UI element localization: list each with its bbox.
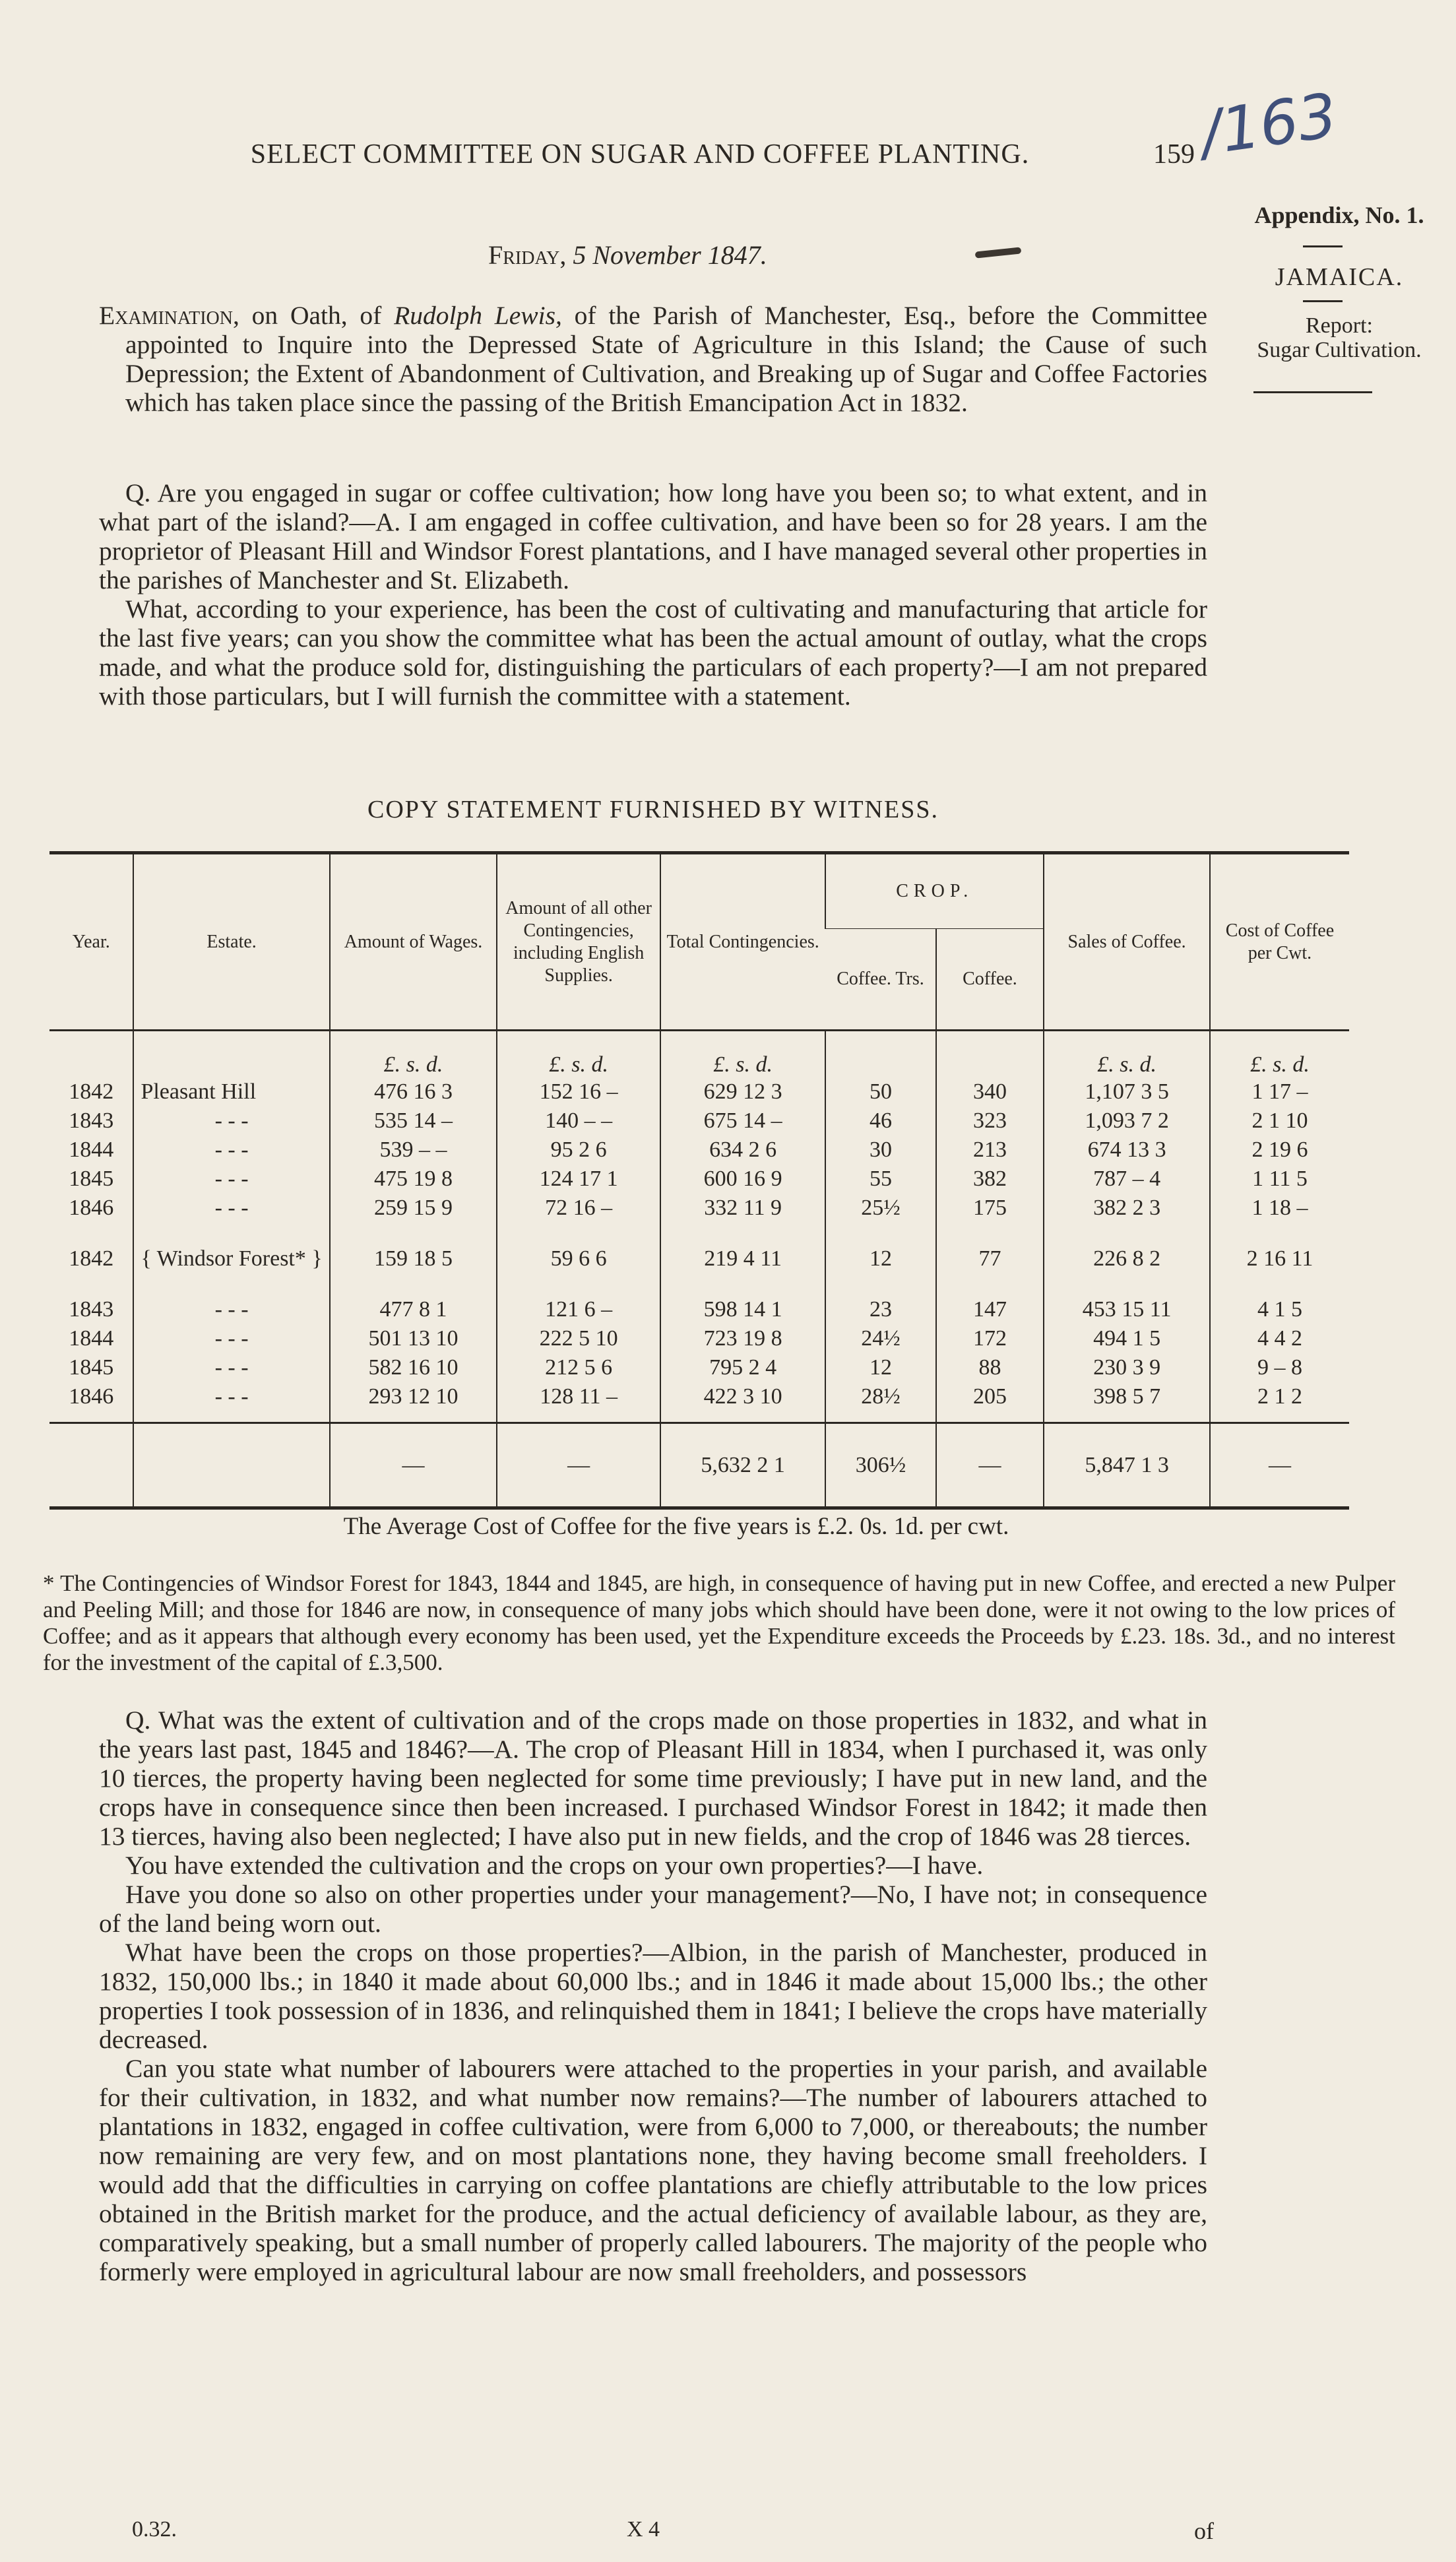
cell-total: 598 14 1: [660, 1295, 825, 1324]
unit-cost: £. s. d.: [1210, 1031, 1349, 1078]
total-sales: 5,847 1 3: [1044, 1423, 1210, 1508]
margin-report: Report:: [1306, 313, 1373, 338]
cell-coffee: 172: [936, 1324, 1044, 1353]
cell-trs: 12: [825, 1223, 935, 1295]
cell-wages: 582 16 10: [330, 1353, 497, 1382]
cell-sales: 494 1 5: [1044, 1324, 1210, 1353]
spacer-row: [49, 1411, 1349, 1423]
qa-paragraph: Q. What was the extent of cultivation and of the crops made on those properties in 1832, and what in the years last past, 1845 and 1846?—A. The crop of Pleasant Hill in 1834, when I purchased it, was only 10 tierces, the property having been neglected for some time previously; I have put in new land, and the crops have in consequence since then been increased. I purchased Windsor Forest in 1842; it made then 13 tierces, having also been neglected; I have also put in new fields, and the crop of 1846 was 28 tierces.: [99, 1706, 1207, 1851]
cell-other: 128 11 –: [497, 1382, 660, 1411]
cell-year: 1844: [69, 1137, 114, 1162]
unit-total: £. s. d.: [660, 1031, 825, 1078]
table-row: [49, 1295, 1349, 1324]
cell-cost: 4 1 5: [1210, 1295, 1349, 1324]
total-contingencies: 5,632 2 1: [660, 1423, 825, 1508]
qa-paragraph: You have extended the cultivation and the crops on your own properties?—I have.: [125, 1851, 984, 1880]
date-line: [488, 240, 767, 271]
cell-wages: 501 13 10: [330, 1324, 497, 1353]
table-row: [49, 1324, 1349, 1353]
cell-total: 219 4 11: [660, 1223, 825, 1295]
cell-other: 152 16 –: [497, 1077, 660, 1106]
total-cost: —: [1210, 1423, 1349, 1508]
cell-estate: - - -: [133, 1382, 329, 1411]
cell-year: 1845: [69, 1167, 114, 1191]
cell-estate: - - -: [133, 1353, 329, 1382]
copy-statement-heading: COPY STATEMENT FURNISHED BY WITNESS.: [367, 796, 939, 823]
table-row: [49, 1106, 1349, 1136]
unit-sales: £. s. d.: [1044, 1031, 1210, 1078]
cell-trs: 46: [825, 1106, 935, 1136]
cell-trs: 23: [825, 1295, 935, 1324]
cell-year: 1842: [69, 1246, 114, 1271]
qa-paragraph: Have you done so also on other properties under your management?—No, I have not; in consequence of the land being worn out.: [99, 1880, 1207, 1938]
cell-estate: - - -: [133, 1194, 329, 1223]
examination-paragraph: [99, 301, 1207, 417]
handwritten-folio-number: /163: [1196, 80, 1342, 169]
cell-cost: 4 4 2: [1210, 1324, 1349, 1353]
cell-other: 124 17 1: [497, 1165, 660, 1194]
cell-sales: 674 13 3: [1044, 1136, 1210, 1165]
cell-year: 1843: [69, 1297, 114, 1322]
cell-total: 332 11 9: [660, 1194, 825, 1223]
cell-estate: - - -: [133, 1295, 329, 1324]
table-row: [49, 1353, 1349, 1382]
cell-year: 1843: [69, 1108, 114, 1133]
cell-coffee: 205: [936, 1382, 1044, 1411]
cell-trs: 55: [825, 1165, 935, 1194]
margin-rule-short: [1303, 300, 1343, 302]
cell-other: 59 6 6: [497, 1223, 660, 1295]
cell-cost: 2 19 6: [1210, 1136, 1349, 1165]
cell-coffee: 88: [936, 1353, 1044, 1382]
question-answer-block-1: [99, 478, 1207, 711]
average-cost-line: The Average Cost of Coffee for the five years is £.2. 0s. 1d. per cwt.: [343, 1513, 1009, 1540]
cell-wages: 535 14 –: [330, 1106, 497, 1136]
cell-estate: - - -: [133, 1165, 329, 1194]
date-day: Friday,: [488, 240, 567, 270]
table-row: [49, 1223, 1349, 1295]
cell-coffee: 175: [936, 1194, 1044, 1223]
totals-row: [49, 1423, 1349, 1508]
cell-trs: 50: [825, 1077, 935, 1106]
cell-trs: 28½: [825, 1382, 935, 1411]
qa-paragraph: What, according to your experience, has been the cost of cultivating and manufacturing that article for the last five years; can you show the committee what has been the actual amount of outlay, what the crops made, and what the produce sold for, distinguishing the particulars of each property?—I am not prepared with those particulars, but I will furnish the committee with a statement.: [99, 594, 1207, 711]
cell-cost: 9 – 8: [1210, 1353, 1349, 1382]
cell-total: 634 2 6: [660, 1136, 825, 1165]
header-year: Year.: [49, 853, 133, 1031]
cell-wages: 539 – –: [330, 1136, 497, 1165]
cell-estate: { Windsor Forest* }: [133, 1223, 329, 1295]
cell-year: 1846: [69, 1196, 114, 1220]
examination-text-a: on Oath, of: [251, 301, 382, 330]
margin-jamaica: JAMAICA.: [1275, 263, 1404, 291]
cell-year: 1846: [69, 1384, 114, 1409]
header-wages: Amount of Wages.: [330, 853, 497, 1031]
ink-mark: [975, 247, 1022, 258]
examination-text-b: of the Parish of Manchester, Esq., before the Committee appointed to Inquire into the Depressed State of Agriculture in this Island; the Cause of such Depression; the Extent of Abandonment of Cultivation, and Breaking up of Sugar and Coffee Factories which has taken place since the passing of the British Emancipation Act in 1832.: [125, 301, 1208, 417]
table-row: [49, 1077, 1349, 1106]
header-sales: Sales of Coffee.: [1044, 853, 1210, 1031]
header-estate: Estate.: [133, 853, 329, 1031]
cell-other: 212 5 6: [497, 1353, 660, 1382]
cell-wages: 293 12 10: [330, 1382, 497, 1411]
examination-lead: Examination,: [99, 301, 239, 330]
witness-name: Rudolph Lewis,: [394, 301, 562, 330]
cell-sales: 382 2 3: [1044, 1194, 1210, 1223]
cell-cost: 2 1 10: [1210, 1106, 1349, 1136]
cell-trs: 30: [825, 1136, 935, 1165]
unit-wages: £. s. d.: [330, 1031, 497, 1078]
cell-cost: 1 17 –: [1210, 1077, 1349, 1106]
running-head: SELECT COMMITTEE ON SUGAR AND COFFEE PLANTING.: [250, 139, 1030, 170]
qa-paragraph: Q. Are you engaged in sugar or coffee cultivation; how long have you been so; to what extent, and in what part of the island?—A. I am engaged in coffee cultivation, and have been so for 28 years. I am the proprietor of Pleasant Hill and Windsor Forest plantations, and I have managed several other properties in the parishes of Manchester and St. Elizabeth.: [99, 478, 1207, 594]
cell-sales: 1,107 3 5: [1044, 1077, 1210, 1106]
cell-year: 1844: [69, 1326, 114, 1351]
margin-sugar-cultivation: Sugar Cultivation.: [1257, 338, 1422, 362]
coffee-accounts-table: [49, 851, 1349, 1510]
cell-sales: 1,093 7 2: [1044, 1106, 1210, 1136]
table-row: [49, 1165, 1349, 1194]
cell-coffee: 77: [936, 1223, 1044, 1295]
cell-coffee: 340: [936, 1077, 1044, 1106]
total-trs: 306½: [825, 1423, 935, 1508]
header-total-contingencies: Total Contingencies.: [660, 853, 825, 1031]
cell-total: 600 16 9: [660, 1165, 825, 1194]
cell-estate: - - -: [133, 1136, 329, 1165]
cell-cost: 2 1 2: [1210, 1382, 1349, 1411]
cell-estate: Pleasant Hill: [133, 1077, 329, 1106]
cell-other: 121 6 –: [497, 1295, 660, 1324]
cell-total: 723 19 8: [660, 1324, 825, 1353]
footer-sheet-ref: 0.32.: [132, 2517, 177, 2542]
margin-rule-long: [1253, 391, 1372, 393]
cell-wages: 259 15 9: [330, 1194, 497, 1223]
cell-other: 222 5 10: [497, 1324, 660, 1353]
cell-total: 795 2 4: [660, 1353, 825, 1382]
cell-total: 422 3 10: [660, 1382, 825, 1411]
unit-other: £. s. d.: [497, 1031, 660, 1078]
cell-trs: 25½: [825, 1194, 935, 1223]
cell-sales: 787 – 4: [1044, 1165, 1210, 1194]
cell-total: 629 12 3: [660, 1077, 825, 1106]
footer-signature: X 4: [627, 2517, 660, 2542]
cell-wages: 477 8 1: [330, 1295, 497, 1324]
margin-appendix: Appendix, No. 1.: [1254, 202, 1424, 228]
cell-trs: 12: [825, 1353, 935, 1382]
cell-trs: 24½: [825, 1324, 935, 1353]
cell-estate: - - -: [133, 1106, 329, 1136]
cell-wages: 475 19 8: [330, 1165, 497, 1194]
total-coffee: —: [936, 1423, 1044, 1508]
table-row: [49, 1382, 1349, 1411]
cell-cost: 1 11 5: [1210, 1165, 1349, 1194]
qa-paragraph: What have been the crops on those properties?—Albion, in the parish of Manchester, produced in 1832, 150,000 lbs.; in 1840 it made about 60,000 lbs.; and in 1846 it made about 15,000 lbs.; the other properties I took possession of in 1836, and relinquished them in 1841; I believe the crops have materially decreased.: [99, 1938, 1207, 2054]
date-rest: 5 November 1847.: [573, 240, 767, 270]
cell-coffee: 323: [936, 1106, 1044, 1136]
cell-sales: 230 3 9: [1044, 1353, 1210, 1382]
cell-estate: - - -: [133, 1324, 329, 1353]
total-wages: —: [330, 1423, 497, 1508]
windsor-forest-footnote: * The Contingencies of Windsor Forest for 1843, 1844 and 1845, are high, in consequence of having put in new Coffee, and erected a new Pulper and Peeling Mill; and those for 1846 are now, in consequence of many jobs which should have been done, were it not owing to the low prices of Coffee; and as it appears that although every economy has been used, yet the Expenditure exceeds the Proceeds by £.23. 18s. 3d., and no interest for the investment of the capital of £.3,500.: [43, 1570, 1395, 1675]
cell-coffee: 213: [936, 1136, 1044, 1165]
cell-wages: 159 18 5: [330, 1223, 497, 1295]
units-row: [49, 1031, 1349, 1078]
cell-other: 140 – –: [497, 1106, 660, 1136]
question-answer-block-2: [99, 1706, 1207, 2286]
header-crop: CROP.: [825, 853, 1044, 929]
table-row: [49, 1136, 1349, 1165]
page-number: 159: [1153, 139, 1195, 170]
cell-total: 675 14 –: [660, 1106, 825, 1136]
cell-year: 1845: [69, 1355, 114, 1380]
qa-paragraph: Can you state what number of labourers were attached to the properties in your parish, and available for their cultivation, in 1832, and what number now remains?—The number of labourers attached to plantations in 1832, engaged in coffee cultivation, were from 6,000 to 7,000, or thereabouts; the number now remaining are very few, and on most plantations none, they having become small freeholders. I would add that the difficulties in carrying on coffee plantations are chiefly attributable to the low prices obtained in the British market for the produce, and the actual deficiency of available labour, as they are, comparatively speaking, but a small number of properly called labourers. The majority of the people who formerly were employed in agricultural labour are now small freeholders, and possessors: [99, 2054, 1207, 2286]
total-other: —: [497, 1423, 660, 1508]
cell-other: 95 2 6: [497, 1136, 660, 1165]
cell-coffee: 382: [936, 1165, 1044, 1194]
header-other-contingencies: Amount of all other Contingencies, including English Supplies.: [497, 853, 660, 1031]
cell-wages: 476 16 3: [330, 1077, 497, 1106]
header-cost-per-cwt: Cost of Coffee per Cwt.: [1210, 853, 1349, 1031]
cell-cost: 1 18 –: [1210, 1194, 1349, 1223]
header-coffee: Coffee.: [936, 929, 1044, 1031]
cell-year: 1842: [69, 1079, 114, 1104]
footer-catchword: of: [1194, 2518, 1214, 2544]
header-coffee-trs: Coffee. Trs.: [825, 929, 935, 1031]
cell-sales: 226 8 2: [1044, 1223, 1210, 1295]
margin-rule-short: [1303, 245, 1343, 247]
table-row: [49, 1194, 1349, 1223]
cell-sales: 398 5 7: [1044, 1382, 1210, 1411]
cell-sales: 453 15 11: [1044, 1295, 1210, 1324]
cell-cost: 2 16 11: [1210, 1223, 1349, 1295]
cell-coffee: 147: [936, 1295, 1044, 1324]
cell-other: 72 16 –: [497, 1194, 660, 1223]
